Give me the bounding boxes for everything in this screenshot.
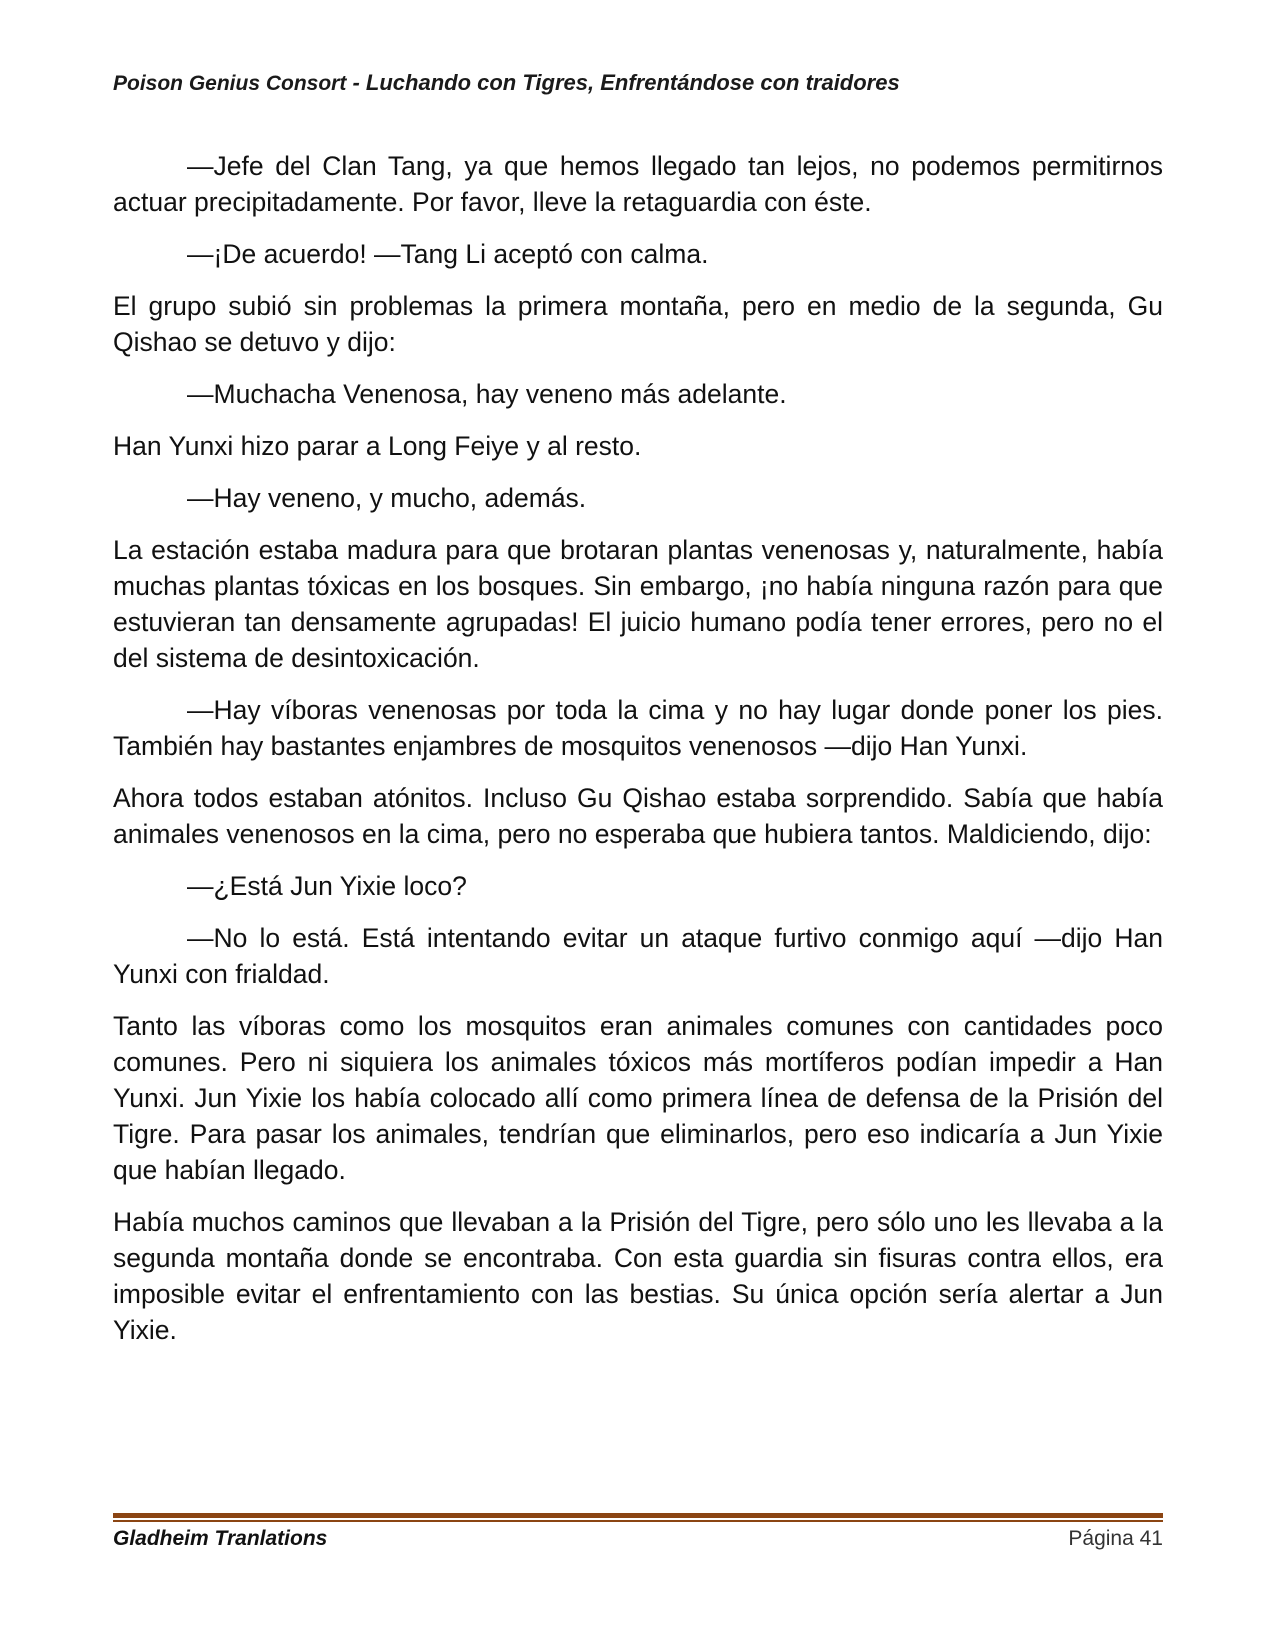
paragraph: —¿Está Jun Yixie loco? bbox=[187, 871, 467, 901]
paragraph: —Hay veneno, y mucho, además. bbox=[187, 483, 587, 513]
chapter-title: Luchando con Tigres, Enfrentándose con traidores bbox=[365, 70, 900, 95]
paragraph: Tanto las víboras como los mosquitos eran animales comunes con cantidades poco comunes. Pero ni siquiera los animales tóxicos más mortíferos podían impedir a Han Yunxi. Jun Yixie los había colocado allí como primera línea de defensa de la Prisión del Tigre. Para pasar los animales, tendrían que eliminarlos, pero eso indicaría a Jun Yixie que habían llegado. bbox=[113, 1011, 1163, 1185]
paragraph: —Hay víboras venenosas por toda la cima y no hay lugar donde poner los pies. También hay bastantes enjambres de mosquitos venenosos —dijo Han Yunxi. bbox=[113, 695, 1163, 761]
paragraph: —Jefe del Clan Tang, ya que hemos llegado tan lejos, no podemos permitirnos actuar precipitadamente. Por favor, lleve la retaguardia con éste. bbox=[113, 151, 1163, 217]
page-number: Página 41 bbox=[1068, 1527, 1163, 1550]
paragraph: Han Yunxi hizo parar a Long Feiye y al resto. bbox=[113, 431, 642, 461]
paragraph: —¡De acuerdo! —Tang Li aceptó con calma. bbox=[187, 239, 709, 269]
header-separator: - bbox=[346, 70, 366, 95]
footer-rule-secondary bbox=[113, 1520, 1163, 1522]
paragraph: La estación estaba madura para que brotaran plantas venenosas y, naturalmente, había muchas plantas tóxicas en los bosques. Sin embargo, ¡no había ninguna razón para que estuvieran tan densamente agrupadas! El juicio humano podía tener errores, pero no el del sistema de desintoxicación. bbox=[113, 535, 1163, 673]
running-header bbox=[113, 70, 1163, 96]
paragraph: —No lo está. Está intentando evitar un ataque furtivo conmigo aquí —dijo Han Yunxi con frialdad. bbox=[113, 923, 1163, 989]
paragraph: Ahora todos estaban atónitos. Incluso Gu Qishao estaba sorprendido. Sabía que había animales venenosos en la cima, pero no esperaba que hubiera tantos. Maldiciendo, dijo: bbox=[113, 783, 1163, 849]
footer-rule bbox=[113, 1513, 1163, 1518]
book-title: Poison Genius Consort bbox=[113, 72, 347, 95]
paragraph: Había muchos caminos que llevaban a la Prisión del Tigre, pero sólo uno les llevaba a la segunda montaña donde se encontraba. Con esta guardia sin fisuras contra ellos, era imposible evitar el enfrentamiento con las bestias. Su única opción sería alertar a Jun Yixie. bbox=[113, 1207, 1163, 1345]
paragraph: —Muchacha Venenosa, hay veneno más adelante. bbox=[187, 379, 787, 409]
footer-publisher: Gladheim Tranlations bbox=[113, 1527, 328, 1550]
page-body bbox=[113, 148, 1163, 1364]
paragraph: El grupo subió sin problemas la primera montaña, pero en medio de la segunda, Gu Qishao se detuvo y dijo: bbox=[113, 291, 1163, 357]
